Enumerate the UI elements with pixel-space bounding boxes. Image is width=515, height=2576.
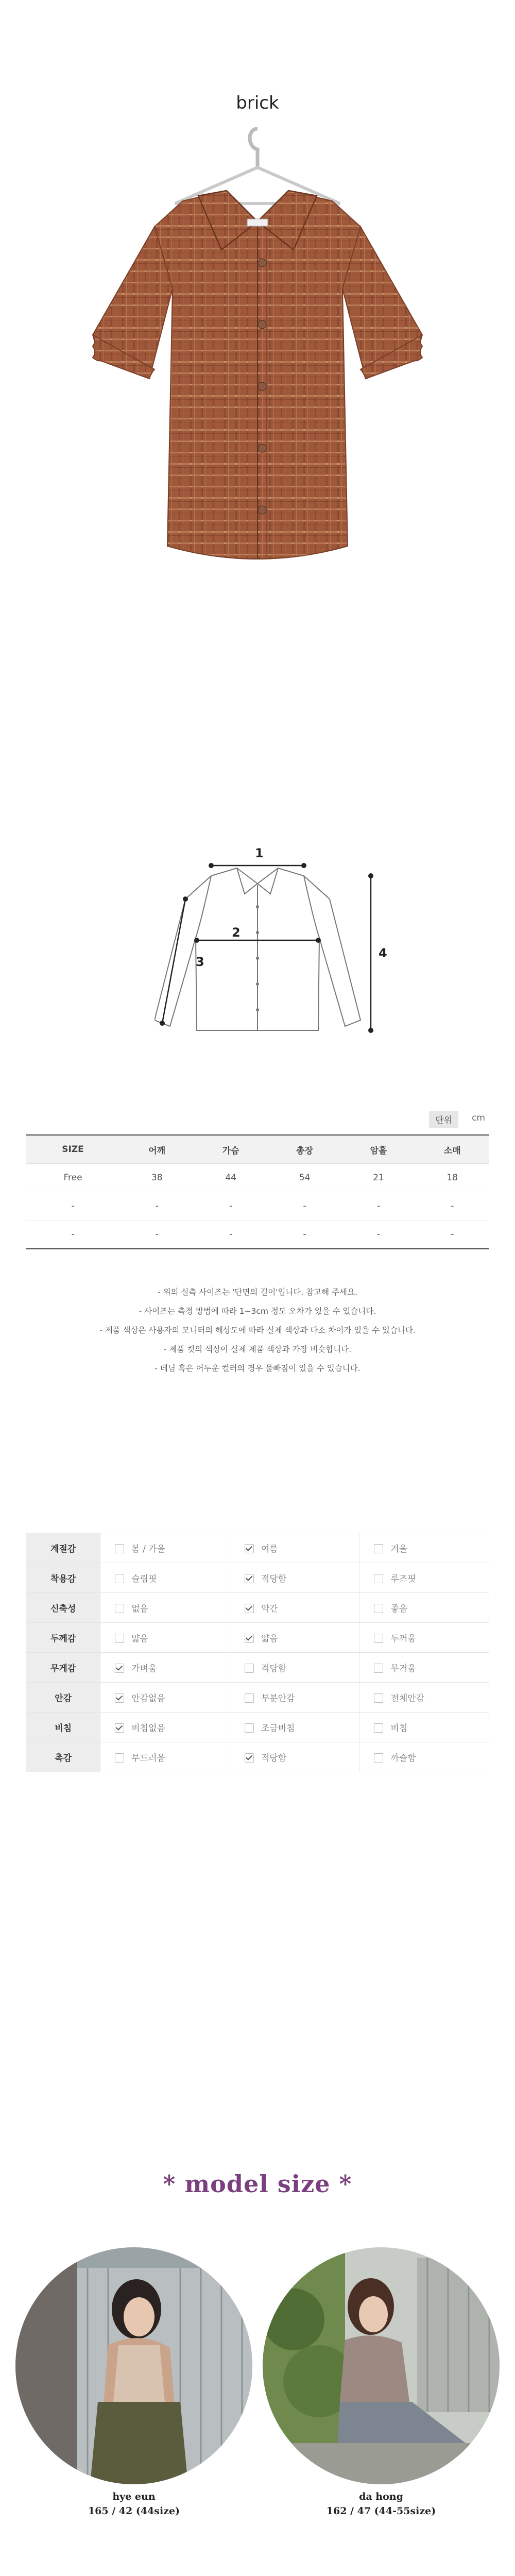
unchecked-box-icon [374,1753,383,1762]
unchecked-box-icon [245,1693,254,1703]
unit-row [26,1108,489,1131]
unchecked-box-icon [115,1634,124,1643]
fabric-option [359,1683,489,1713]
table-row [26,1192,489,1221]
diagram-label-1: 1 [255,846,264,860]
table-cell: - [120,1221,194,1249]
fabric-option-label: 부분안감 [261,1693,295,1704]
fabric-category: 계절감 [26,1533,100,1563]
fabric-option [230,1533,359,1563]
table-cell: - [268,1221,341,1249]
table-cell: - [120,1192,194,1221]
fabric-option [230,1742,359,1772]
fabric-option [359,1713,489,1742]
fabric-option [100,1563,230,1593]
unchecked-box-icon [115,1753,124,1762]
size-table [26,1134,489,1249]
fabric-category: 신축성 [26,1593,100,1623]
unchecked-box-icon [115,1604,124,1613]
model-size: 162 / 47 (44-55size) [326,2505,436,2517]
fabric-option-label: 두꺼움 [390,1634,416,1644]
unchecked-box-icon [374,1693,383,1703]
fabric-option [100,1683,230,1713]
unchecked-box-icon [374,1574,383,1583]
fabric-option [359,1563,489,1593]
table-cell: 18 [416,1164,489,1192]
model-size: 165 / 42 (44size) [88,2505,180,2517]
fabric-option-label: 비침 [390,1723,408,1734]
fabric-option-label: 얇음 [261,1634,278,1644]
fabric-option-label: 얇음 [131,1634,149,1644]
fabric-option [359,1593,489,1623]
unchecked-box-icon [374,1544,383,1553]
fabric-option [100,1533,230,1563]
table-cell: - [341,1221,415,1249]
model-1-caption [15,2489,252,2518]
size-col-header: 어깨 [120,1135,194,1164]
measurement-diagram [154,845,391,1061]
fabric-option-label: 조금비침 [261,1723,295,1734]
fabric-option-label: 까슬함 [390,1753,416,1764]
fabric-option-label: 적당함 [261,1753,287,1764]
table-cell: - [26,1221,120,1249]
size-table-header [26,1135,489,1164]
fabric-option [230,1653,359,1683]
unchecked-box-icon [245,1664,254,1673]
fabric-option-label: 부드러움 [131,1753,165,1764]
unchecked-box-icon [374,1664,383,1673]
fabric-option-label: 가벼움 [131,1664,157,1674]
checked-box-icon [245,1634,254,1643]
table-cell: 38 [120,1164,194,1192]
table-cell: 44 [194,1164,267,1192]
fabric-option [230,1683,359,1713]
checked-box-icon [245,1753,254,1762]
fabric-row [26,1653,489,1683]
model-name: hye eun [112,2491,156,2502]
fabric-option-label: 여름 [261,1544,278,1554]
table-cell: - [194,1221,267,1249]
size-col-header: 총장 [268,1135,341,1164]
table-cell: - [26,1192,120,1221]
fabric-row [26,1713,489,1742]
unchecked-box-icon [374,1604,383,1613]
table-cell: - [268,1192,341,1221]
size-col-header: 소매 [416,1135,489,1164]
note-line: - 사이즈는 측정 방법에 따라 1~3cm 정도 오차가 있을 수 있습니다. [139,1307,376,1316]
fabric-option-label: 적당함 [261,1574,287,1584]
size-col-header: SIZE [26,1135,120,1164]
unchecked-box-icon [245,1723,254,1733]
checked-box-icon [245,1604,254,1613]
table-cell: - [416,1192,489,1221]
fabric-option [100,1742,230,1772]
product-photo [72,118,443,592]
fabric-option [100,1623,230,1653]
fabric-row [26,1623,489,1653]
checked-box-icon [115,1723,124,1733]
fabric-option [230,1623,359,1653]
fabric-option-label: 전체안감 [390,1693,425,1704]
unit-label: cm [472,1113,485,1123]
table-cell: Free [26,1164,120,1192]
model-photo-1 [15,2247,252,2484]
table-cell: 54 [268,1164,341,1192]
fabric-option-label: 비침없음 [131,1723,165,1734]
size-notes [0,1283,515,1378]
table-row [26,1221,489,1249]
size-col-header: 가슴 [194,1135,267,1164]
fabric-category: 착용감 [26,1563,100,1593]
fabric-category: 촉감 [26,1742,100,1772]
fabric-option-label: 무거움 [390,1664,416,1674]
fabric-option [100,1653,230,1683]
table-row [26,1164,489,1192]
fabric-option-label: 안감없음 [131,1693,165,1704]
fabric-option-label: 슬림핏 [131,1574,157,1584]
unit-badge: 단위 [429,1111,458,1128]
fabric-option [359,1653,489,1683]
model-2-caption [263,2489,500,2518]
fabric-category: 무게감 [26,1653,100,1683]
model-size-title: * model size * [163,2170,352,2198]
model-photo-2 [263,2247,500,2484]
fabric-option-label: 좋음 [390,1604,408,1614]
unchecked-box-icon [115,1574,124,1583]
color-label: brick [236,93,279,113]
table-cell: - [341,1192,415,1221]
fabric-category: 비침 [26,1713,100,1742]
table-cell: - [416,1221,489,1249]
model-name: da hong [359,2491,403,2502]
fabric-option-label: 약간 [261,1604,278,1614]
checked-box-icon [115,1664,124,1673]
fabric-option [359,1742,489,1772]
fabric-info-table [26,1533,489,1772]
fabric-category: 두께감 [26,1623,100,1653]
note-line: - 제품 색상은 사용자의 모니터의 해상도에 따라 실제 색상과 다소 차이가 있을 수 있습니다. [99,1326,416,1335]
fabric-option-label: 겨울 [390,1544,408,1554]
fabric-option-label: 루즈핏 [390,1574,416,1584]
table-cell: 21 [341,1164,415,1192]
note-line: - 위의 실측 사이즈는 '단면의 길이'입니다. 참고해 주세요. [158,1287,357,1297]
fabric-category: 안감 [26,1683,100,1713]
table-cell: - [194,1192,267,1221]
size-col-header: 암홀 [341,1135,415,1164]
fabric-option-label: 봄 / 가을 [131,1544,166,1554]
fabric-row [26,1533,489,1563]
fabric-row [26,1563,489,1593]
fabric-option [100,1713,230,1742]
diagram-label-2: 2 [232,925,241,940]
fabric-option [230,1563,359,1593]
fabric-option [359,1533,489,1563]
unchecked-box-icon [374,1723,383,1733]
fabric-row [26,1593,489,1623]
fabric-option-label: 없음 [131,1604,149,1614]
fabric-option-label: 적당함 [261,1664,287,1674]
unchecked-box-icon [115,1544,124,1553]
note-line: - 제품 컷의 색상이 실제 제품 색상과 가장 비슷합니다. [163,1345,352,1354]
fabric-row [26,1742,489,1772]
fabric-option [100,1593,230,1623]
checked-box-icon [245,1544,254,1553]
diagram-label-4: 4 [379,946,387,960]
fabric-option [359,1623,489,1653]
note-line: - 데님 혹은 어두운 컬러의 경우 물빠짐이 있을 수 있습니다. [154,1364,360,1373]
fabric-option [230,1593,359,1623]
unchecked-box-icon [374,1634,383,1643]
diagram-label-3: 3 [196,955,204,969]
checked-box-icon [115,1693,124,1703]
fabric-row [26,1683,489,1713]
fabric-option [230,1713,359,1742]
checked-box-icon [245,1574,254,1583]
